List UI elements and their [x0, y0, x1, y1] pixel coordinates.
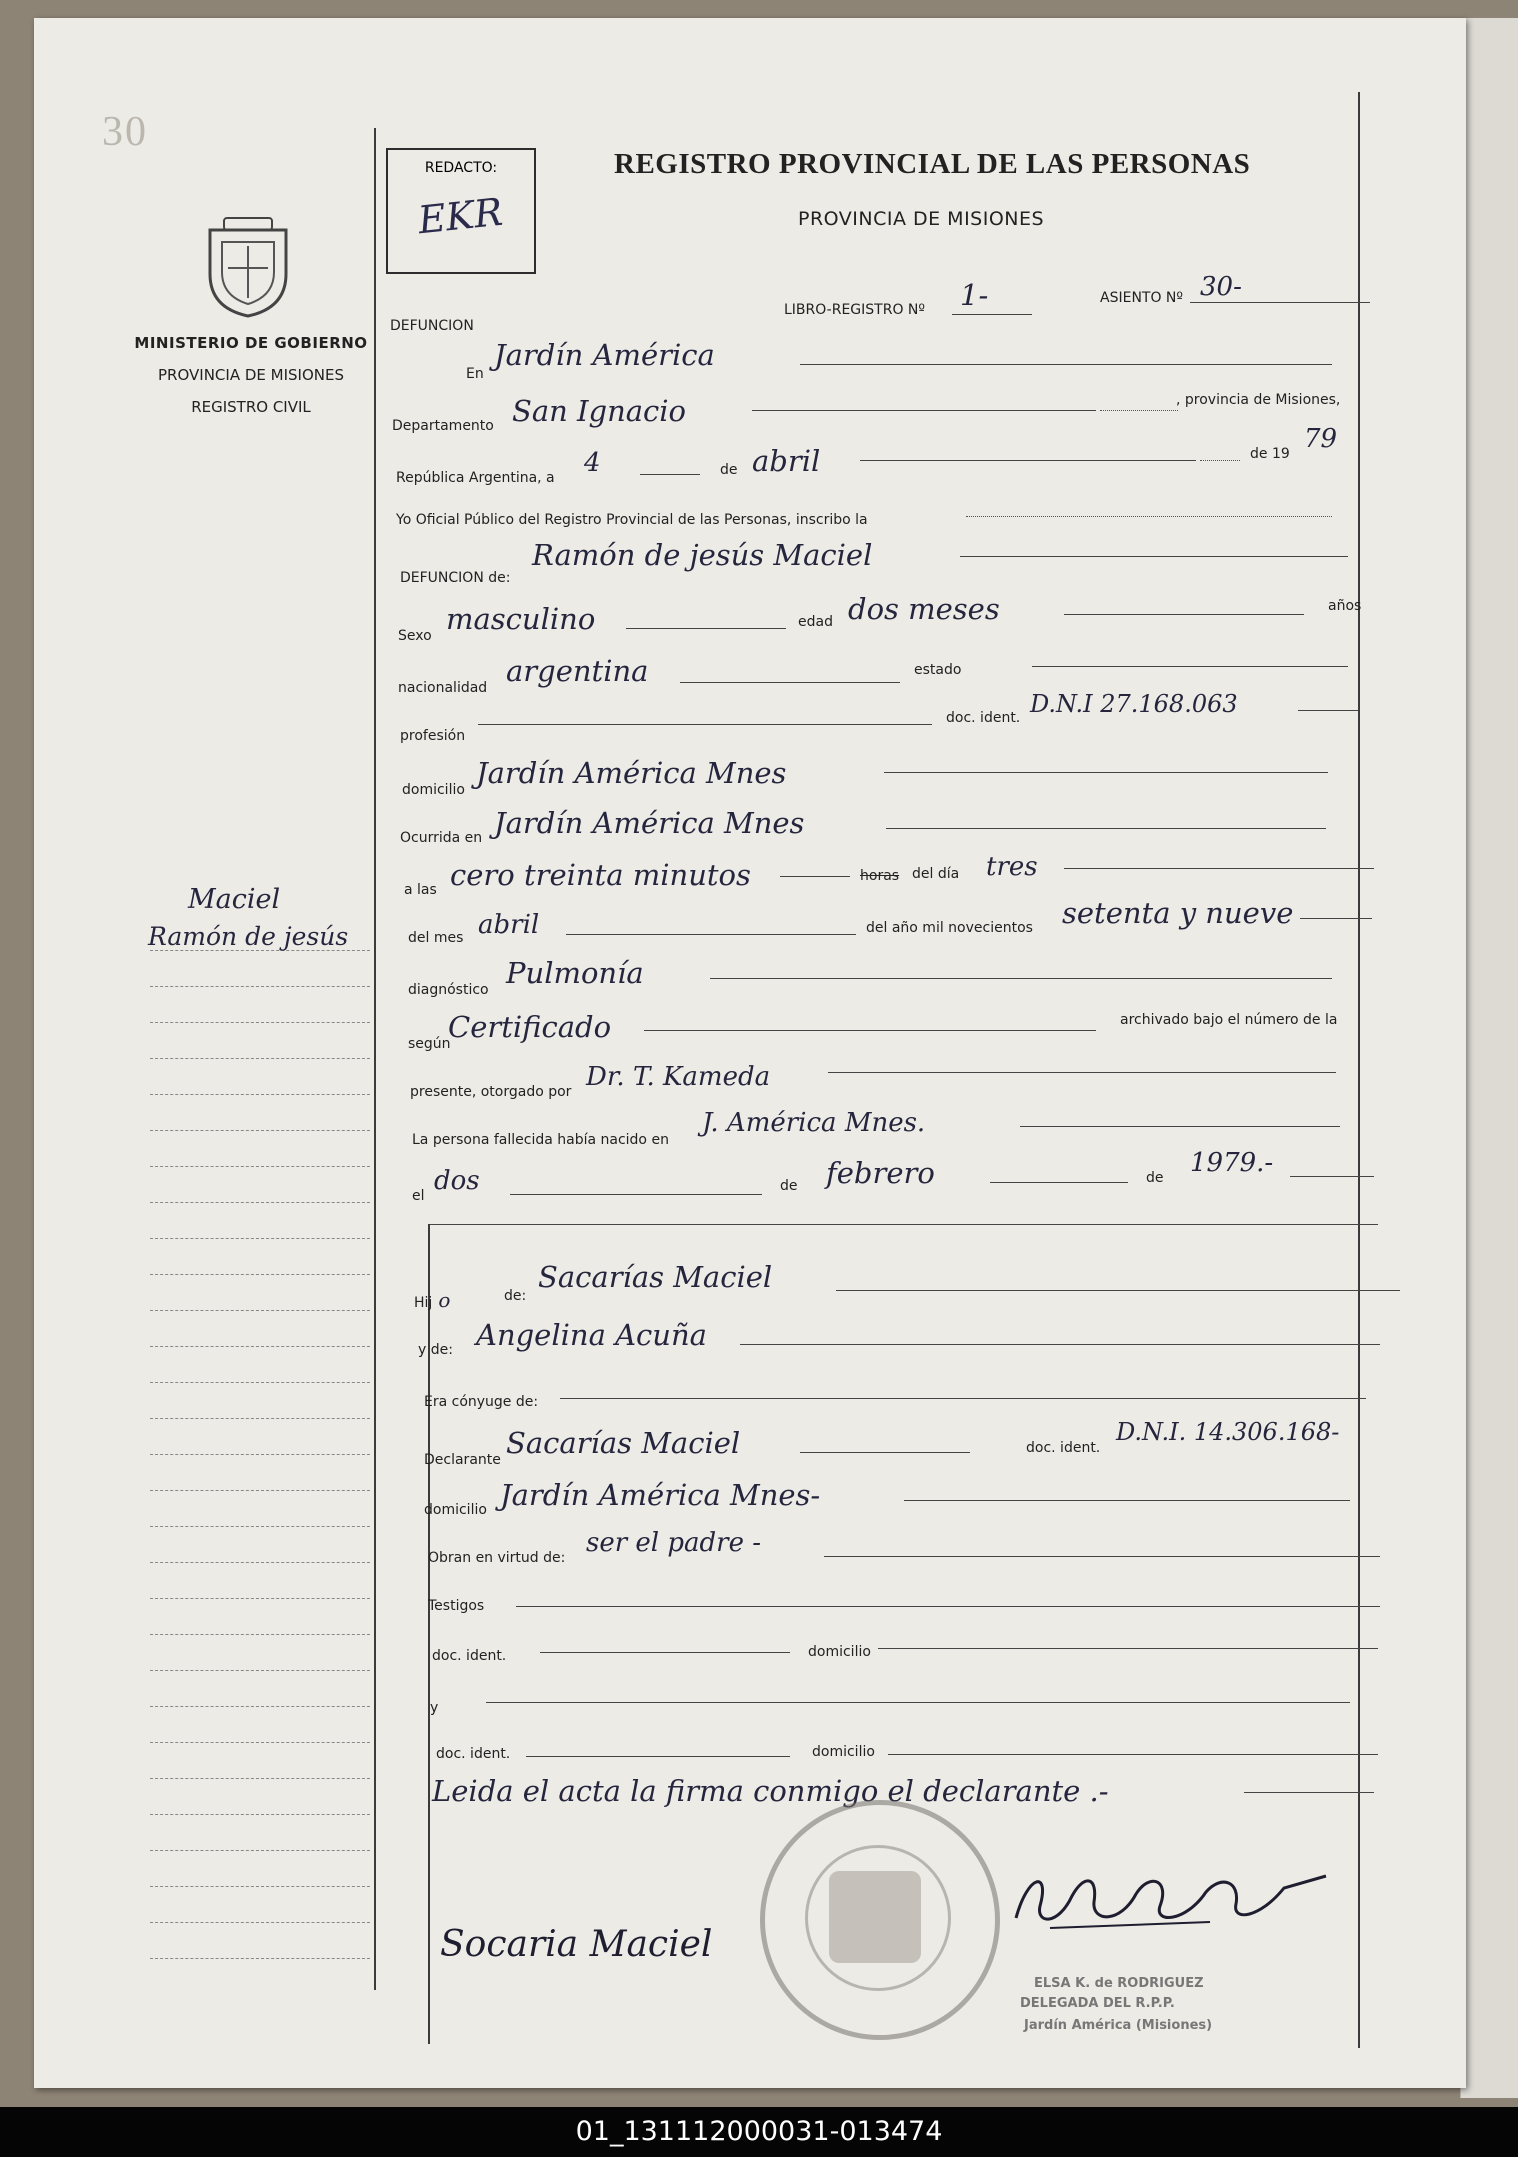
margin-rule-line	[150, 1886, 370, 1887]
ocurrida-value: Jardín América Mnes	[494, 806, 805, 840]
defuncion-rule	[960, 556, 1348, 557]
doc-type-label: DEFUNCION	[390, 318, 474, 334]
sexo-value: masculino	[446, 602, 596, 636]
t1-doc-label: doc. ident.	[432, 1648, 507, 1664]
diagnostico-label: diagnóstico	[408, 982, 489, 998]
testigos-label: Testigos	[428, 1598, 485, 1614]
segun-value: Certificado	[448, 1010, 612, 1044]
oficial-text: Yo Oficial Público del Registro Provincial de las Personas, inscribo la	[396, 512, 868, 528]
conyuge-rule	[560, 1398, 1366, 1399]
hijo-de-label: de:	[504, 1288, 527, 1304]
margin-rule-line	[150, 1022, 370, 1023]
en-label: En	[466, 366, 484, 382]
ministry-block	[128, 334, 374, 416]
margin-rule-line	[150, 1706, 370, 1707]
document-title: REGISTRO PROVINCIAL DE LAS PERSONAS	[614, 148, 1251, 180]
margin-rule-line	[150, 1526, 370, 1527]
defuncion-label: DEFUNCION de:	[400, 570, 511, 586]
officer-signature-icon	[1010, 1866, 1330, 1936]
margin-rule-line	[150, 1166, 370, 1167]
nac-de2-label: de	[1146, 1170, 1164, 1186]
mes-muerte-rule	[566, 934, 856, 935]
republica-label: República Argentina, a	[396, 470, 555, 486]
decl-doc-label: doc. ident.	[1026, 1440, 1101, 1456]
nacido-value: J. América Mnes.	[702, 1108, 926, 1138]
margin-rule-line	[150, 1742, 370, 1743]
dia-rule	[640, 474, 700, 475]
segun-rule	[644, 1030, 1096, 1031]
redacto-label: REDACTO:	[424, 160, 498, 176]
y-label: y	[430, 1700, 439, 1716]
form-left-border	[374, 128, 376, 1990]
anio-muerte-value: setenta y nueve	[1062, 896, 1294, 930]
margin-rule-line	[150, 1346, 370, 1347]
ministry-registry: REGISTRO CIVIL	[191, 398, 311, 416]
nac-anio-value: 1979.-	[1190, 1148, 1274, 1178]
profesion-label: profesión	[400, 728, 466, 744]
domicilio-label: domicilio	[402, 782, 465, 798]
departamento-value: San Ignacio	[512, 394, 687, 428]
decl-doc-value: D.N.I. 14.306.168-	[1116, 1418, 1340, 1446]
asiento-label: ASIENTO Nº	[1100, 290, 1184, 306]
departamento-dots	[1100, 410, 1178, 411]
margin-rule-line	[150, 1490, 370, 1491]
anio-value: 79	[1304, 424, 1338, 454]
estado-label: estado	[914, 662, 962, 678]
page-number: 30	[102, 109, 148, 155]
alas-label: a las	[404, 882, 437, 898]
testigos-rule	[516, 1606, 1380, 1607]
t2-doc-rule	[526, 1756, 790, 1757]
de-label: de	[720, 462, 738, 478]
libro-rule	[952, 314, 1032, 315]
diagnostico-value: Pulmonía	[506, 956, 644, 990]
margin-rule-line	[150, 1130, 370, 1131]
archive-id-bar: 01_131112000031-013474	[0, 2107, 1518, 2157]
t2-doc-label: doc. ident.	[436, 1746, 511, 1762]
edad-label: edad	[798, 614, 833, 630]
margin-note-given-names: Ramón de jesús	[148, 922, 349, 951]
margin-rule-line	[150, 1058, 370, 1059]
nacido-rule	[1020, 1126, 1340, 1127]
padre-rule	[836, 1290, 1400, 1291]
leida-rule	[1244, 1792, 1374, 1793]
diagnostico-rule	[710, 978, 1332, 979]
officer-place: Jardín América (Misiones)	[1024, 2018, 1213, 2033]
archivado-label: archivado bajo el número de la	[1120, 1012, 1338, 1028]
delmes-label: del mes	[408, 930, 464, 946]
t2-dom-rule	[888, 1754, 1378, 1755]
nac-de-label: de	[780, 1178, 798, 1194]
presente-value: Dr. T. Kameda	[586, 1062, 771, 1092]
provincia-label: , provincia de Misiones,	[1176, 392, 1341, 408]
presente-rule	[828, 1072, 1336, 1073]
mes-rule	[860, 460, 1196, 461]
margin-rule-line	[150, 1850, 370, 1851]
nac-anio-rule	[1290, 1176, 1374, 1177]
margin-rule-line	[150, 1598, 370, 1599]
el-label: el	[412, 1188, 425, 1204]
t2-dom-label: domicilio	[812, 1744, 875, 1760]
padre-value: Sacarías Maciel	[538, 1260, 773, 1294]
sexo-rule	[626, 628, 786, 629]
margin-rule-line	[150, 1922, 370, 1923]
ocurrida-rule	[886, 828, 1326, 829]
margin-rule-line	[150, 1310, 370, 1311]
margin-rule-line	[150, 1238, 370, 1239]
margin-note-surname: Maciel	[188, 884, 281, 915]
anos-label: años	[1328, 598, 1362, 614]
declarante-signature: Socaria Maciel	[440, 1924, 713, 1965]
officer-title: DELEGADA DEL R.P.P.	[1020, 1996, 1175, 2011]
margin-rule-line	[150, 1958, 370, 1959]
hijo-prefix: Hij	[414, 1295, 433, 1311]
margin-rule-line	[150, 1814, 370, 1815]
horas-label: horas	[860, 868, 900, 884]
margin-rule-line	[150, 1094, 370, 1095]
margin-rule-line	[150, 1382, 370, 1383]
hijo-label	[414, 1288, 450, 1312]
margin-rule-line	[150, 1670, 370, 1671]
nacionalidad-value: argentina	[506, 654, 649, 688]
official-seal	[760, 1800, 1000, 2040]
nac-mes-rule	[990, 1182, 1128, 1183]
t1-dom-label: domicilio	[808, 1644, 871, 1660]
redacto-initials: EKR	[415, 189, 505, 243]
redacto-box	[386, 148, 536, 274]
ocurrida-label: Ocurrida en	[400, 830, 483, 846]
margin-rule-line	[150, 986, 370, 987]
doc-ident-label: doc. ident.	[946, 710, 1021, 726]
nac-extra-rule	[430, 1224, 1378, 1225]
nac-dia-rule	[510, 1194, 762, 1195]
en-rule	[800, 364, 1332, 365]
hijo-suffix: o	[438, 1288, 451, 1312]
asiento-rule	[1190, 302, 1370, 303]
sexo-label: Sexo	[398, 628, 432, 644]
de19-label: de 19	[1250, 446, 1290, 462]
dia-value: 4	[584, 448, 601, 478]
delanio-label: del año mil novecientos	[866, 920, 1033, 936]
nac-dia-value: dos	[434, 1166, 480, 1196]
conyuge-label: Era cónyuge de:	[424, 1394, 539, 1410]
obran-rule	[824, 1556, 1380, 1557]
mes-dots	[1200, 460, 1240, 461]
oficial-dots	[966, 516, 1332, 517]
departamento-rule	[752, 410, 1096, 411]
libro-value: 1-	[960, 278, 989, 312]
nacido-label: La persona fallecida había nacido en	[412, 1132, 669, 1148]
obran-label: Obran en virtud de:	[428, 1550, 566, 1566]
estado-rule	[1032, 666, 1348, 667]
dia-muerte-rule	[1064, 868, 1374, 869]
yde-label: y de:	[418, 1342, 453, 1358]
doc-ident-value: D.N.I 27.168.063	[1030, 690, 1238, 718]
hora-value: cero treinta minutos	[450, 858, 751, 892]
edad-rule	[1064, 614, 1304, 615]
nacionalidad-rule	[680, 682, 900, 683]
presente-label: presente, otorgado por	[410, 1084, 572, 1100]
anio-muerte-rule	[1300, 918, 1372, 919]
margin-rule-line	[150, 1202, 370, 1203]
nacionalidad-label: nacionalidad	[398, 680, 488, 696]
declarante-value: Sacarías Maciel	[506, 1426, 741, 1460]
decl-dom-value: Jardín América Mnes-	[500, 1478, 821, 1512]
margin-rule-line	[150, 1778, 370, 1779]
profesion-rule	[478, 724, 932, 725]
t1-doc-rule	[540, 1652, 790, 1653]
libro-label: LIBRO-REGISTRO Nº	[784, 302, 925, 318]
mes-value: abril	[752, 444, 821, 478]
margin-rule-line	[150, 1454, 370, 1455]
y-rule	[486, 1702, 1350, 1703]
departamento-label: Departamento	[392, 418, 494, 434]
en-value: Jardín América	[494, 338, 715, 372]
decl-dom-rule	[904, 1500, 1350, 1501]
province-emblem-icon	[200, 212, 296, 320]
document-subtitle: PROVINCIA DE MISIONES	[798, 208, 1045, 230]
nac-mes-value: febrero	[826, 1156, 935, 1190]
edad-value: dos meses	[848, 592, 1000, 626]
officer-name: ELSA K. de RODRIGUEZ	[1034, 1976, 1204, 1991]
t1-dom-rule	[878, 1648, 1378, 1649]
margin-rule-line	[150, 1418, 370, 1419]
declarante-label: Declarante	[424, 1452, 501, 1468]
declarante-rule	[800, 1452, 970, 1453]
defuncion-value: Ramón de jesús Maciel	[532, 538, 873, 572]
ministry-province: PROVINCIA DE MISIONES	[158, 366, 344, 384]
decl-dom-label: domicilio	[424, 1502, 487, 1518]
hora-rule	[780, 876, 850, 877]
madre-rule	[740, 1344, 1380, 1345]
obran-value: ser el padre -	[586, 1528, 762, 1558]
domicilio-value: Jardín América Mnes	[476, 756, 787, 790]
leida-text: Leida el acta la firma conmigo el declarante .-	[432, 1774, 1109, 1808]
margin-rule-line	[150, 1274, 370, 1275]
doc-ident-rule	[1298, 710, 1358, 711]
segun-label: según	[408, 1036, 451, 1052]
margin-rule-line	[150, 1562, 370, 1563]
domicilio-rule	[884, 772, 1328, 773]
mes-muerte-value: abril	[478, 910, 540, 940]
dia-muerte-value: tres	[986, 852, 1038, 882]
facing-page-edge	[1460, 18, 1518, 2098]
ministry-name: MINISTERIO DE GOBIERNO	[134, 334, 368, 352]
seal-emblem-icon	[829, 1871, 921, 1963]
deldia-label: del día	[912, 866, 960, 882]
margin-rule-line	[150, 1634, 370, 1635]
madre-value: Angelina Acuña	[476, 1318, 707, 1352]
asiento-value: 30-	[1200, 272, 1242, 302]
